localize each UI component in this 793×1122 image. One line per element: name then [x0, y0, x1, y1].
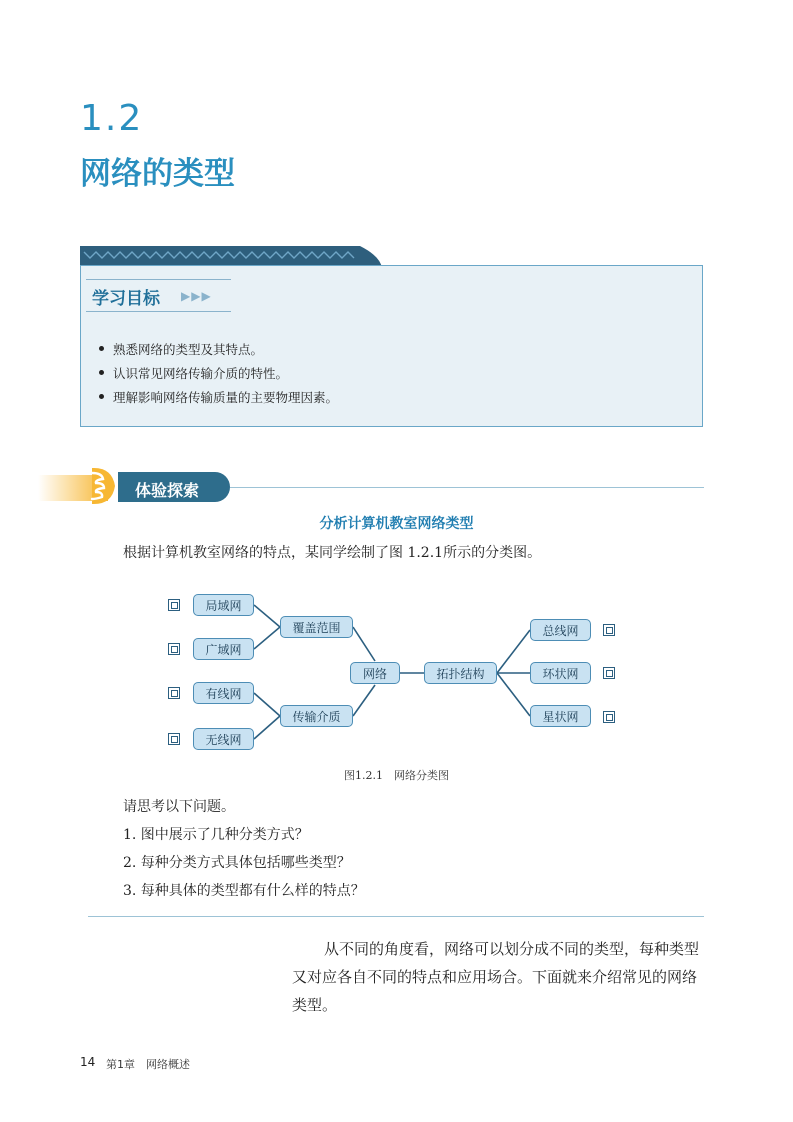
goal-item: 熟悉网络的类型及其特点。: [113, 342, 264, 357]
section-divider: [88, 916, 704, 917]
explore-rule: [230, 487, 704, 488]
node-wired: 有线网: [193, 682, 254, 704]
explore-intro: 根据计算机教室网络的特点，某同学绘制了图 1.2.1所示的分类图。: [123, 545, 542, 561]
goals-title-rule: [86, 311, 231, 312]
network-classification-diagram: [160, 585, 630, 760]
lan-checkbox[interactable]: [168, 599, 180, 611]
node-network-root: 网络: [350, 662, 400, 684]
ring-checkbox[interactable]: [603, 667, 615, 679]
node-lan: 局域网: [193, 594, 254, 616]
wireless-checkbox[interactable]: [168, 733, 180, 745]
bus-checkbox[interactable]: [603, 624, 615, 636]
explore-subtitle: 分析计算机教室网络类型: [319, 516, 474, 532]
body-paragraph: 从不同的角度看，网络可以划分成不同的类型，每种类型又对应各自不同的特点和应用场合。下面就来介绍常见的网络类型。: [292, 940, 700, 1014]
page-number: 14: [80, 1055, 96, 1069]
question-item: 2. 每种分类方式具体包括哪些类型？: [123, 855, 351, 871]
chapter-label: 第1章 网络概述: [106, 1058, 190, 1071]
goal-item: 理解影响网络传输质量的主要物理因素。: [113, 390, 339, 405]
wan-checkbox[interactable]: [168, 643, 180, 655]
node-wireless: 无线网: [193, 728, 254, 750]
node-topology: 拓扑结构: [424, 662, 497, 684]
question-item: 1. 图中展示了几种分类方式？: [123, 827, 309, 843]
section-title: 网络的类型: [80, 156, 235, 192]
goal-item: 认识常见网络传输介质的特性。: [113, 366, 289, 381]
lightbulb-icon: [86, 465, 120, 507]
goals-arrows-icon: ▶▶▶: [181, 289, 212, 303]
question-item: 3. 每种具体的类型都有什么样的特点？: [123, 883, 365, 899]
goals-title: 学习目标: [92, 289, 160, 309]
figure-caption: 图1.2.1 网络分类图: [344, 769, 449, 782]
explore-label: 体验探索: [135, 481, 200, 500]
goals-title-rule-top: [86, 279, 231, 280]
node-coverage: 覆盖范围: [280, 616, 353, 638]
node-ring: 环状网: [530, 662, 591, 684]
node-medium: 传输介质: [280, 705, 353, 727]
wired-checkbox[interactable]: [168, 687, 180, 699]
section-number: 1.2: [80, 98, 144, 139]
node-bus: 总线网: [530, 619, 591, 641]
questions-lead: 请思考以下问题。: [123, 799, 235, 815]
star-checkbox[interactable]: [603, 711, 615, 723]
node-wan: 广域网: [193, 638, 254, 660]
node-star: 星状网: [530, 705, 591, 727]
